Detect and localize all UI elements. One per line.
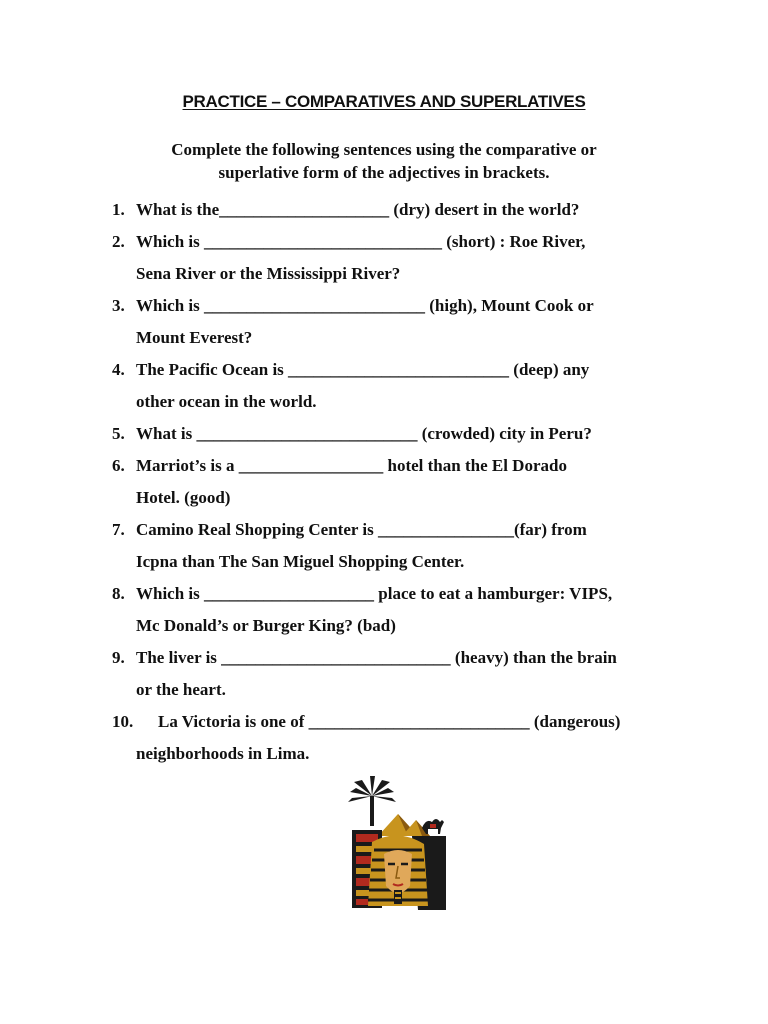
item-number: 10. <box>112 712 134 731</box>
egypt-pharaoh-icon <box>342 774 446 910</box>
item-line: Camino Real Shopping Center is ________________(far) from <box>136 520 587 539</box>
camel-icon <box>422 819 444 834</box>
exercise-item-9 <box>112 642 672 706</box>
item-line: What is the____________________ (dry) desert in the world? <box>136 200 580 219</box>
item-number: 1. <box>112 200 125 219</box>
exercise-item-1 <box>112 194 672 226</box>
item-number: 8. <box>112 584 125 603</box>
item-line: The Pacific Ocean is __________________________ (deep) any <box>136 360 590 379</box>
item-number: 6. <box>112 456 125 475</box>
worksheet-title: PRACTICE – COMPARATIVES AND SUPERLATIVES <box>182 92 586 111</box>
item-line: Sena River or the Mississippi River? <box>136 264 401 283</box>
exercise-item-6 <box>112 450 672 514</box>
item-line: neighborhoods in Lima. <box>136 744 310 763</box>
exercise-item-2 <box>112 226 672 290</box>
exercise-item-7 <box>112 514 672 578</box>
item-line: Which is ____________________ place to eat a hamburger: VIPS, <box>136 584 613 603</box>
item-line: Mount Everest? <box>136 328 253 347</box>
instructions-line-2: superlative form of the adjectives in brackets. <box>218 163 550 182</box>
palm-tree-icon <box>348 776 396 826</box>
item-line: other ocean in the world. <box>136 392 317 411</box>
pyramids-icon <box>378 814 430 836</box>
item-number: 7. <box>112 520 125 539</box>
item-line: Marriot’s is a _________________ hotel than the El Dorado <box>136 456 567 475</box>
exercise-item-8 <box>112 578 672 642</box>
item-line: Which is ____________________________ (short) : Roe River, <box>136 232 586 251</box>
item-line: Mc Donald’s or Burger King? (bad) <box>136 616 396 635</box>
item-number: 2. <box>112 232 125 251</box>
exercise-item-5 <box>112 418 672 450</box>
item-number: 3. <box>112 296 125 315</box>
item-number: 9. <box>112 648 125 667</box>
item-line: The liver is ___________________________ (heavy) than the brain <box>136 648 617 667</box>
item-number: 4. <box>112 360 125 379</box>
exercise-item-4 <box>112 354 672 418</box>
item-line: La Victoria is one of __________________________ (dangerous) <box>158 712 621 731</box>
item-line: or the heart. <box>136 680 226 699</box>
item-line: Which is __________________________ (high), Mount Cook or <box>136 296 594 315</box>
instructions-line-1: Complete the following sentences using the comparative or <box>171 140 597 159</box>
instructions <box>0 138 768 184</box>
exercise-item-10 <box>112 706 672 770</box>
exercise-item-3 <box>112 290 672 354</box>
item-line: Hotel. (good) <box>136 488 231 507</box>
item-line: What is __________________________ (crowded) city in Peru? <box>136 424 592 443</box>
item-number: 5. <box>112 424 125 443</box>
item-line: Icpna than The San Miguel Shopping Center. <box>136 552 465 571</box>
